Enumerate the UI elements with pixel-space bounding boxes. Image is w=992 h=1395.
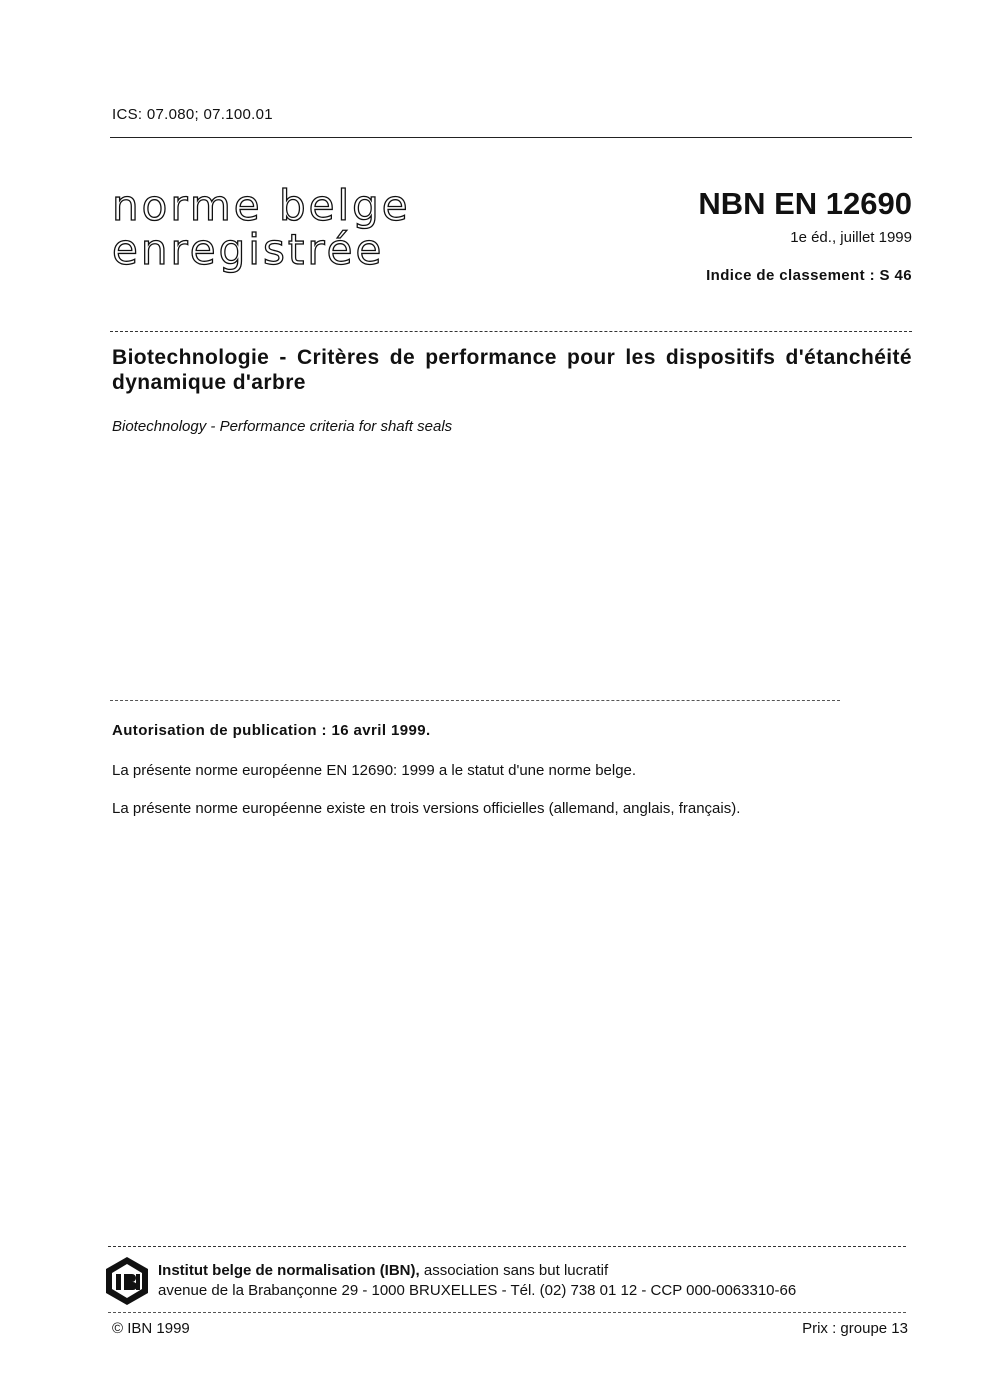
bottom-rule [108,1312,906,1313]
document-title-english: Biotechnology - Performance criteria for shaft seals [112,418,453,435]
standard-number: NBN EN 12690 [698,186,912,221]
classification-index: Indice de classement : S 46 [706,267,912,284]
versions-paragraph: La présente norme européenne existe en trois versions officielles (allemand, anglais, français). [112,800,741,817]
ibn-logo-icon [104,1255,150,1307]
top-rule [110,137,912,138]
title-rule [110,331,912,332]
document-title-french: Biotechnologie - Critères de performance pour les dispositifs d'étanchéité dynamique d'arbre [112,346,912,394]
edition-date: 1e éd., juillet 1999 [790,229,912,246]
brand-line-1: norme belge [112,181,411,230]
institute-line [158,1262,608,1279]
brand-line-2: enregistrée [112,225,385,274]
institute-address: avenue de la Brabançonne 29 - 1000 BRUXELLES - Tél. (02) 738 01 12 - CCP 000-0063310-66 [158,1282,797,1299]
ics-code: ICS: 07.080; 07.100.01 [112,106,273,123]
price-group: Prix : groupe 13 [802,1320,908,1337]
institute-description: association sans but lucratif [419,1262,609,1279]
footer-rule [108,1246,906,1247]
institute-name: Institut belge de normalisation (IBN), [158,1262,420,1279]
publication-authorisation: Autorisation de publication : 16 avril 1999. [112,722,431,739]
copyright: © IBN 1999 [112,1320,190,1337]
publication-rule [110,700,840,701]
status-paragraph: La présente norme européenne EN 12690: 1999 a le statut d'une norme belge. [112,762,637,779]
